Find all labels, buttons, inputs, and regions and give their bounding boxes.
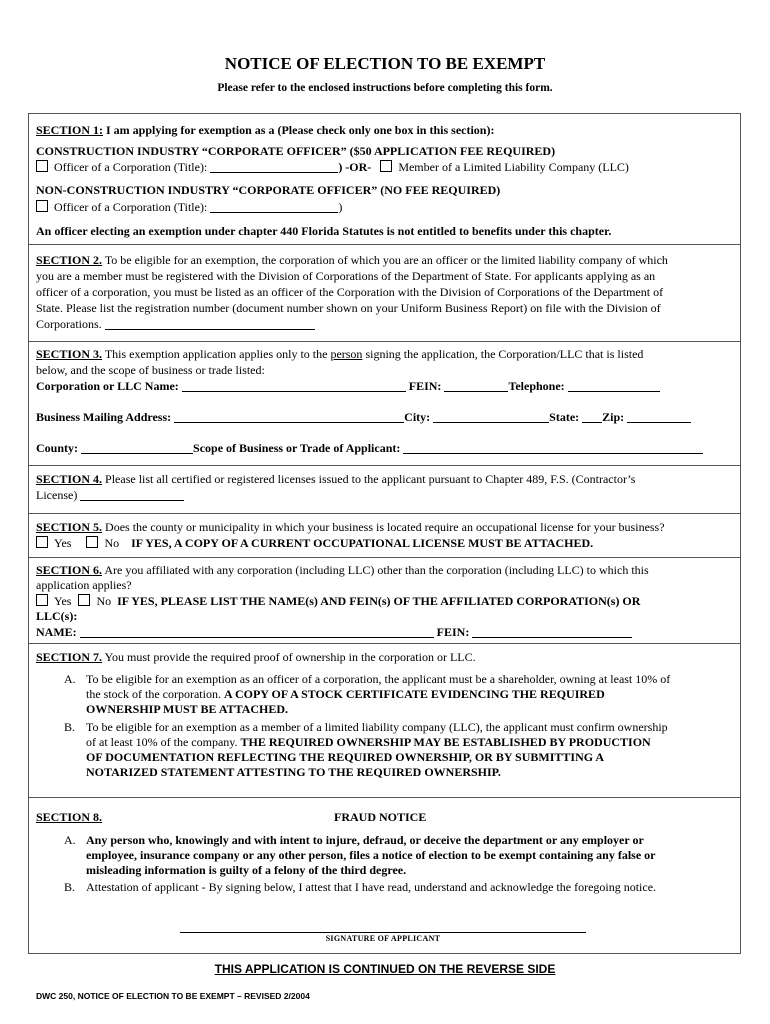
section8-item-a-line1: Any person who, knowingly and with intent to injure, defraud, or deceive the department or any employer or bbox=[86, 833, 644, 847]
section5-no-checkbox[interactable] bbox=[86, 536, 98, 548]
fraud-notice-heading: FRAUD NOTICE bbox=[334, 810, 427, 824]
section6-yes-checkbox[interactable] bbox=[36, 594, 48, 606]
continued-notice: THIS APPLICATION IS CONTINUED ON THE REVERSE SIDE bbox=[214, 962, 556, 976]
section3-line1 bbox=[36, 347, 734, 362]
section7-item-a-line2 bbox=[86, 687, 740, 702]
state-field[interactable] bbox=[582, 411, 602, 423]
license-label: License) bbox=[36, 488, 78, 502]
section6-line1 bbox=[36, 563, 734, 578]
telephone-label: Telephone: bbox=[508, 379, 565, 393]
separator-section7 bbox=[28, 643, 741, 644]
section7-item-b-line4: NOTARIZED STATEMENT ATTESTING TO THE REQUIRED OWNERSHIP. bbox=[86, 765, 501, 779]
form-subtitle: Please refer to the enclosed instructions before completing this form. bbox=[217, 82, 553, 94]
section5-notice: IF YES, A COPY OF A CURRENT OCCUPATIONAL LICENSE MUST BE ATTACHED. bbox=[131, 536, 594, 550]
corp-name-label: Corporation or LLC Name: bbox=[36, 379, 179, 393]
section1-notice: An officer electing an exemption under chapter 440 Florida Statutes is not entitled to benefits under this chapter. bbox=[36, 224, 612, 238]
section4-text: Please list all certified or registered licenses issued to the applicant pursuant to Chapter 489, F.S. (Contractor’s bbox=[102, 472, 636, 486]
section3-text-b: signing the application, the Corporation/LLC that is listed bbox=[362, 347, 644, 361]
separator-section4 bbox=[28, 465, 741, 466]
section2-line1 bbox=[36, 253, 734, 268]
construction-officer-label: Officer of a Corporation (Title): bbox=[54, 160, 208, 174]
signature-label: SIGNATURE OF APPLICANT bbox=[325, 934, 441, 943]
section7-item-a-line3: OWNERSHIP MUST BE ATTACHED. bbox=[86, 702, 289, 716]
section4-line2 bbox=[36, 488, 734, 503]
section6-notice-line2: LLC(s): bbox=[36, 609, 78, 623]
section8-heading: SECTION 8. bbox=[36, 810, 103, 824]
section1-construction-heading: CONSTRUCTION INDUSTRY “CORPORATE OFFICER” ($50 APPLICATION FEE REQUIRED) bbox=[36, 144, 556, 158]
section8-item-b-label: B. bbox=[64, 880, 76, 894]
section6-no-label: No bbox=[96, 594, 112, 608]
section7-item-a-line1: To be eligible for an exemption as an officer of a corporation, the applicant must be a shareholder, owning at least 10% of bbox=[86, 672, 671, 686]
scope-label: Scope of Business or Trade of Applicant: bbox=[193, 441, 401, 455]
section5-no-label: No bbox=[104, 536, 120, 550]
close-paren: ) bbox=[338, 200, 343, 214]
section3-corp-row bbox=[36, 379, 734, 394]
section2-text-4: State. Please list the registration number (document number shown on your Uniform Business Report) on file with the Division of bbox=[36, 301, 661, 315]
section8-item-a-text bbox=[86, 833, 740, 878]
section8-item-b-text: Attestation of applicant - By signing below, I attest that I have read, understand and acknowledge the foregoing notice. bbox=[86, 880, 657, 894]
section7-item-a-line2-bold: A COPY OF A STOCK CERTIFICATE EVIDENCING THE REQUIRED bbox=[223, 687, 605, 701]
section5-line1 bbox=[36, 520, 734, 535]
section7-item-b-line1: To be eligible for an exemption as a member of a limited liability company (LLC), the applicant must confirm ownership bbox=[86, 720, 668, 734]
construction-officer-checkbox[interactable] bbox=[36, 160, 48, 172]
corp-name-field[interactable] bbox=[182, 380, 406, 392]
section7-item-a-line2-plain: the stock of the corporation. bbox=[86, 687, 224, 701]
separator-section2 bbox=[28, 244, 741, 245]
section2-heading: SECTION 2. bbox=[36, 253, 103, 267]
section2-text-5: Corporations. bbox=[36, 317, 102, 331]
registration-number-field[interactable] bbox=[105, 318, 315, 330]
llc-member-label: Member of a Limited Liability Company (LLC) bbox=[398, 160, 629, 174]
affiliated-name-label: NAME: bbox=[36, 625, 77, 639]
section5-line2 bbox=[36, 536, 734, 551]
affiliated-fein-field[interactable] bbox=[472, 626, 632, 638]
nonconstruction-officer-label: Officer of a Corporation (Title): bbox=[54, 200, 208, 214]
section6-text-line2: application applies? bbox=[36, 578, 132, 592]
section3-heading: SECTION 3. bbox=[36, 347, 103, 361]
zip-field[interactable] bbox=[627, 411, 691, 423]
section3-text-person: person bbox=[330, 347, 363, 361]
section1-nonconstruction-heading: NON-CONSTRUCTION INDUSTRY “CORPORATE OFFICER” (NO FEE REQUIRED) bbox=[36, 183, 501, 197]
section7-item-b-line2-bold: THE REQUIRED OWNERSHIP MAY BE ESTABLISHED BY PRODUCTION bbox=[240, 735, 651, 749]
section1-nonconstruction-row bbox=[36, 200, 734, 215]
separator-section3 bbox=[28, 341, 741, 342]
section7-heading: SECTION 7. bbox=[36, 650, 103, 664]
section8-item-a bbox=[64, 833, 740, 881]
section6-name-row bbox=[36, 625, 734, 640]
scope-field[interactable] bbox=[403, 442, 703, 454]
section5-yes-label: Yes bbox=[54, 536, 72, 550]
section7-line1 bbox=[36, 650, 734, 665]
signature-field[interactable] bbox=[180, 932, 586, 933]
section7-item-a-label: A. bbox=[64, 672, 76, 686]
nonconstruction-officer-title-field[interactable] bbox=[210, 201, 338, 213]
section6-text: Are you affiliated with any corporation (including LLC) other than the corporation (including LLC) to which this bbox=[102, 563, 649, 577]
separator-section5 bbox=[28, 513, 741, 514]
section7-item-b-text bbox=[86, 720, 740, 780]
section2-text-1: To be eligible for an exemption, the corporation of which you are an officer or the limited liability company of which bbox=[102, 253, 668, 267]
section4-heading: SECTION 4. bbox=[36, 472, 103, 486]
section7-item-b-line2-plain: of at least 10% of the company. bbox=[86, 735, 241, 749]
affiliated-fein-label: FEIN: bbox=[436, 625, 470, 639]
section3-text-a: This exemption application applies only to the bbox=[102, 347, 331, 361]
section2-text-2: you are a member must be registered with the Division of Corporations of the Department of State. For applicants applying as an bbox=[36, 269, 656, 283]
section2-line5 bbox=[36, 317, 734, 332]
section7-item-b bbox=[64, 720, 740, 784]
mailing-address-label: Business Mailing Address: bbox=[36, 410, 172, 424]
fein-label: FEIN: bbox=[408, 379, 442, 393]
section6-notice: IF YES, PLEASE LIST THE NAME(s) AND FEIN(s) OF THE AFFILIATED CORPORATION(s) OR bbox=[117, 594, 641, 608]
affiliated-name-field[interactable] bbox=[80, 626, 434, 638]
section6-heading: SECTION 6. bbox=[36, 563, 103, 577]
state-label: State: bbox=[549, 410, 580, 424]
section1-heading-text: I am applying for exemption as a (Please check only one box in this section): bbox=[103, 123, 495, 137]
section8-item-a-line2: employee, insurance company or any other person, files a notice of election to be exempt containing any false or bbox=[86, 848, 656, 862]
section2-text-3: officer of a corporation, you must be listed as an officer of the Corporation with the Division of Corporations of the Department of bbox=[36, 285, 664, 299]
section1-construction-row bbox=[36, 160, 734, 175]
section6-line3 bbox=[36, 594, 734, 609]
section6-no-checkbox[interactable] bbox=[78, 594, 90, 606]
section3-address-row bbox=[36, 410, 734, 425]
form-id: DWC 250, NOTICE OF ELECTION TO BE EXEMPT – REVISED 2/2004 bbox=[36, 991, 310, 1001]
telephone-field[interactable] bbox=[568, 380, 660, 392]
mailing-address-field[interactable] bbox=[174, 411, 404, 423]
section7-item-a-text bbox=[86, 672, 740, 717]
section3-text-line2: below, and the scope of business or trade listed: bbox=[36, 363, 265, 377]
section1-heading: SECTION 1: bbox=[36, 123, 104, 137]
county-field[interactable] bbox=[81, 442, 193, 454]
section8-item-a-line3: misleading information is guilty of a felony of the third degree. bbox=[86, 863, 407, 877]
section1-intro bbox=[36, 123, 734, 138]
section5-text: Does the county or municipality in which your business is located require an occupational license for your business? bbox=[102, 520, 665, 534]
llc-member-checkbox[interactable] bbox=[380, 160, 392, 172]
separator-section8 bbox=[28, 797, 741, 798]
section7-item-a bbox=[64, 672, 740, 720]
zip-label: Zip: bbox=[602, 410, 625, 424]
section7-item-b-line2 bbox=[86, 735, 740, 750]
section5-heading: SECTION 5. bbox=[36, 520, 103, 534]
section4-line1 bbox=[36, 472, 734, 487]
section7-item-b-line3: OF DOCUMENTATION REFLECTING THE REQUIRED OWNERSHIP, OR BY SUBMITTING A bbox=[86, 750, 605, 764]
section7-text: You must provide the required proof of ownership in the corporation or LLC. bbox=[102, 650, 476, 664]
section7-item-b-label: B. bbox=[64, 720, 76, 734]
fein-field[interactable] bbox=[444, 380, 508, 392]
city-field[interactable] bbox=[433, 411, 549, 423]
section3-county-row bbox=[36, 441, 734, 456]
construction-officer-title-field[interactable] bbox=[210, 161, 338, 173]
license-field[interactable] bbox=[80, 489, 184, 501]
or-text: ) -OR- bbox=[338, 160, 372, 174]
county-label: County: bbox=[36, 441, 79, 455]
section5-yes-checkbox[interactable] bbox=[36, 536, 48, 548]
separator-section6 bbox=[28, 557, 741, 558]
section8-item-b bbox=[64, 880, 740, 896]
section8-item-a-label: A. bbox=[64, 833, 76, 847]
city-label: City: bbox=[404, 410, 431, 424]
nonconstruction-officer-checkbox[interactable] bbox=[36, 200, 48, 212]
section6-yes-label: Yes bbox=[54, 594, 72, 608]
form-title: NOTICE OF ELECTION TO BE EXEMPT bbox=[224, 54, 546, 73]
